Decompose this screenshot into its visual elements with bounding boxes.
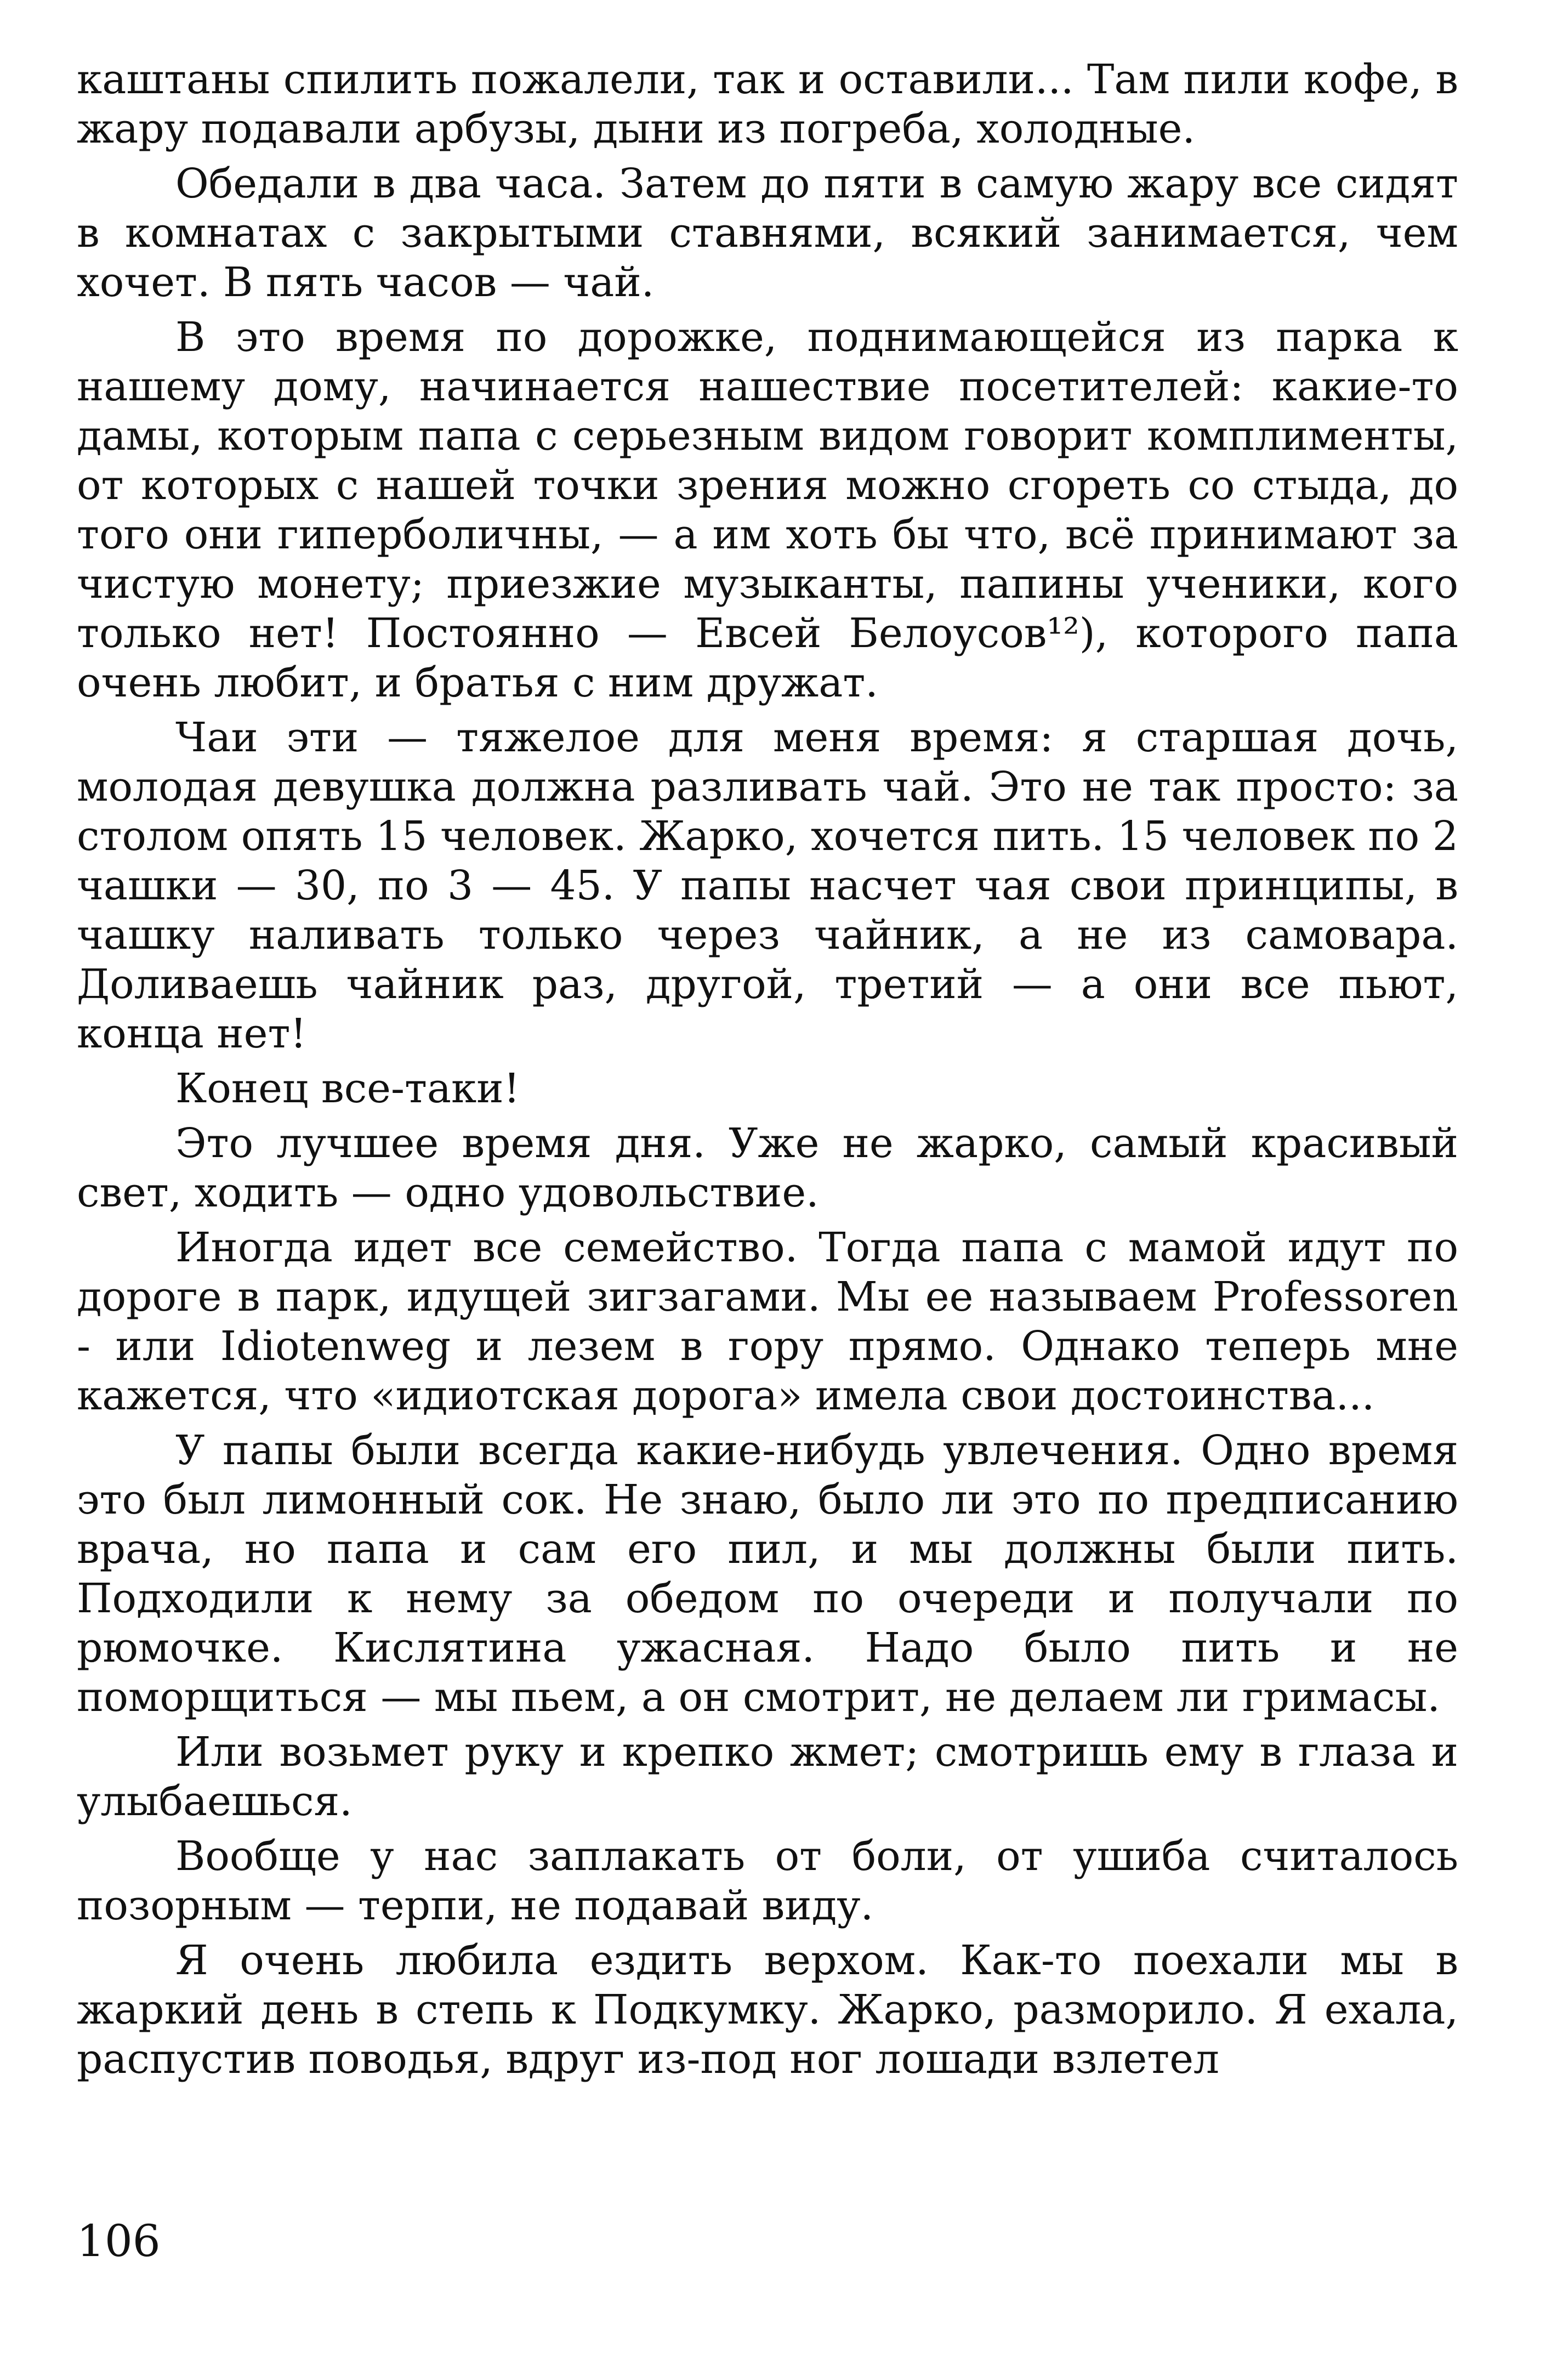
paragraph-11: Я очень любила ездить верхом. Как-то поехали мы в жаркий день в степь к Подкумку. Жарко, разморило. Я ехала, распустив поводья, вдруг из-под ног лошади взлетел	[77, 1937, 1458, 2083]
paragraph-9: Или возьмет руку и крепко жмет; смотришь ему в глаза и улыбаешься.	[77, 1729, 1458, 1825]
page-number: 106	[77, 2215, 161, 2266]
paragraph-4: Чаи эти — тяжелое для меня время: я старшая дочь, молодая девушка должна разливать чай. Это не так просто: за столом опять 15 человек. Жарко, хочется пить. 15 человек по 2 чашки — 30, по 3 — 45. У папы насчет чая свои принципы, в чашку наливать только через чайник, а не из самовара. Доливаешь чайник раз, другой, третий — а они все пьют, конца нет!	[77, 714, 1458, 1057]
body-text	[77, 55, 1458, 2084]
paragraph-7: Иногда идет все семейство. Тогда папа с мамой идут по дороге в парк, идущей зигзагами. Мы ее называем Professoren - или Idiotenweg и лезем в гору прямо. Однако теперь мне кажется, что «идиотская дорога» имела свои достоинства...	[77, 1224, 1458, 1419]
paragraph-6: Это лучшее время дня. Уже не жарко, самый красивый свет, ходить — одно удовольствие.	[77, 1120, 1458, 1216]
paragraph-5: Конец все-таки!	[175, 1065, 520, 1112]
paragraph-2: Обедали в два часа. Затем до пяти в самую жару все сидят в комнатах с закрытыми ставнями, всякий занимается, чем хочет. В пять часов — чай.	[77, 160, 1458, 306]
paragraph-1: каштаны спилить пожалели, так и оставили... Там пили кофе, в жару подавали арбузы, дыни из погреба, холодные.	[77, 56, 1458, 152]
paragraph-8: У папы были всегда какие-нибудь увлечения. Одно время это был лимонный сок. Не знаю, было ли это по предписанию врача, но папа и сам его пил, и мы должны были пить. Подходили к нему за обедом по очереди и получали по рюмочке. Кислятина ужасная. Надо было пить и не поморщиться — мы пьем, а он смотрит, не делаем ли гримасы.	[77, 1427, 1458, 1721]
paragraph-3: В это время по дорожке, поднимающейся из парка к нашему дому, начинается нашествие посетителей: какие-то дамы, которым папа с серьезным видом говорит комплименты, от которых с нашей точки зрения можно сгореть со стыда, до того они гиперболичны, — а им хоть бы что, всё принимают за чистую монету; приезжие музыканты, папины ученики, кого только нет! Постоянно — Евсей Белоусов¹²), которого папа очень любит, и братья с ним дружат.	[77, 314, 1458, 706]
paragraph-10: Вообще у нас заплакать от боли, от ушиба считалось позорным — терпи, не подавай виду.	[77, 1833, 1458, 1929]
